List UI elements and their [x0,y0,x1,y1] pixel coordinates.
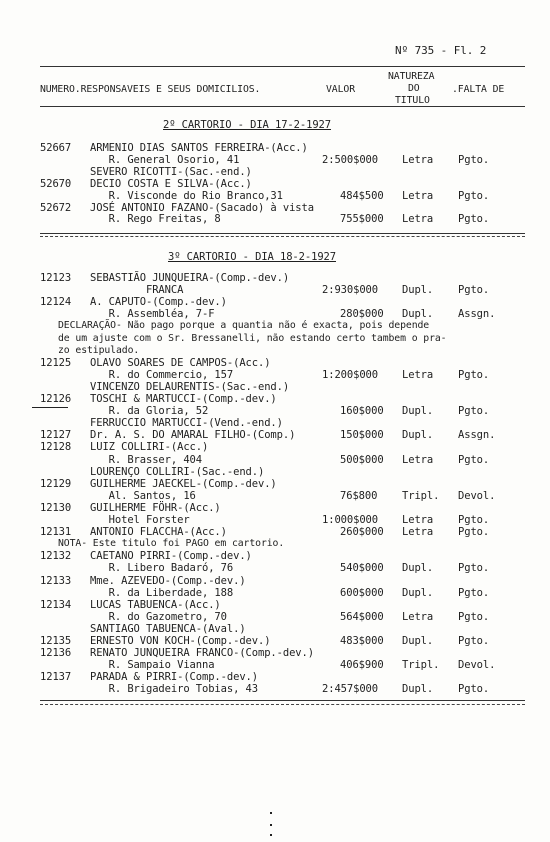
entry-natureza: Dupl. [402,405,434,417]
header-numero-responsaveis: NUMERO.RESPONSAVEIS E SEUS DOMICILIOS. [40,84,261,95]
entry-number: 12133 [40,575,72,587]
entry-text: LUIZ COLLIRI-(Acc.) [90,441,209,453]
entry-text: CAETANO PIRRI-(Comp.-dev.) [90,550,252,562]
entry-value: 280$000 [340,308,384,320]
entry-falta: Pgto. [458,635,490,647]
entry-text: R. da Gloria, 52 [90,405,209,417]
entry-value: 1:000$000 [322,514,378,526]
entry-text: JOSÉ ANTONIO FAZANO-(Sacado) à vista [90,202,314,214]
entry-text: zo estipulado. [58,345,140,356]
entry-text: R. do Commercio, 157 [90,369,234,381]
entry-text: R. do Gazometro, 70 [90,611,227,623]
top-rule [40,66,525,67]
entry-number: 12123 [40,272,72,284]
binding-hole-mark [270,812,272,814]
entry-natureza: Dupl. [402,308,434,320]
entry-value: 500$000 [340,454,384,466]
entry-number: 52672 [40,202,72,214]
entry-text: ANTONIO FLACCHA-(Acc.) [90,526,227,538]
entry-falta: Devol. [458,659,496,671]
entry-text: Dr. A. S. DO AMARAL FILHO-(Comp.) [90,429,296,441]
entry-value: 160$000 [340,405,384,417]
entry-falta: Assgn. [458,308,496,320]
section-title: 3º CARTORIO - DIA 18-2-1927 [168,251,336,263]
entry-text: OLAVO SOARES DE CAMPOS-(Acc.) [90,357,271,369]
entry-text: Al. Santos, 16 [90,490,196,502]
entry-falta: Pgto. [458,454,490,466]
entry-text: LUCAS TABUENCA-(Acc.) [90,599,221,611]
entry-value: 600$000 [340,587,384,599]
entry-text: R. Brigadeiro Tobias, 43 [90,683,258,695]
margin-mark [32,407,68,408]
entry-number: 12136 [40,647,72,659]
entry-number: 12131 [40,526,72,538]
entry-text: GUILHERME FÖHR-(Acc.) [90,502,221,514]
entry-text: de um ajuste com o Sr. Bressanelli, não estando certo tambem o pra- [58,333,447,344]
entry-text: DECLARAÇÃO- Não pago porque a quantia não é exacta, pois depende [58,320,430,331]
entry-falta: Pgto. [458,683,490,695]
entry-text: R. da Liberdade, 188 [90,587,234,599]
entry-natureza: Tripl. [402,490,440,502]
entry-falta: Pgto. [458,284,490,296]
entry-text: Mme. AZEVEDO-(Comp.-dev.) [90,575,246,587]
entry-text: ERNESTO VON KOCH-(Comp.-dev.) [90,635,271,647]
entry-natureza: Letra [402,454,434,466]
entry-text: ARMENIO DIAS SANTOS FERREIRA-(Acc.) [90,142,308,154]
entry-text: R. Visconde do Rio Branco,31 [90,190,283,202]
entry-number: 12124 [40,296,72,308]
entry-text: SEVERO RICOTTI-(Sac.-end.) [90,166,252,178]
entry-value: 406$900 [340,659,384,671]
entry-falta: Pgto. [458,587,490,599]
entry-natureza: Letra [402,190,434,202]
entry-natureza: Tripl. [402,659,440,671]
entry-falta: Pgto. [458,213,490,225]
entry-falta: Pgto. [458,562,490,574]
bottom-rule-dashed [40,704,525,705]
entry-text: Hotel Forster [90,514,190,526]
entry-natureza: Letra [402,154,434,166]
entry-value: 484$500 [340,190,384,202]
entry-natureza: Letra [402,526,434,538]
entry-falta: Pgto. [458,405,490,417]
header-valor: VALOR [326,84,355,95]
entry-number: 12135 [40,635,72,647]
entry-number: 12134 [40,599,72,611]
entry-value: 260$000 [340,526,384,538]
entry-natureza: Dupl. [402,635,434,647]
entry-text: A. CAPUTO-(Comp.-dev.) [90,296,227,308]
binding-hole-mark [270,834,272,836]
entry-value: 755$000 [340,213,384,225]
entry-falta: Devol. [458,490,496,502]
entry-text: FERRUCCIO MARTUCCI-(Vend.-end.) [90,417,283,429]
entry-text: PARADA & PIRRI-(Comp.-dev.) [90,671,258,683]
entry-value: 150$000 [340,429,384,441]
entry-text: SEBASTIÃO JUNQUEIRA-(Comp.-dev.) [90,272,290,284]
entry-number: 12130 [40,502,72,514]
entry-number: 12129 [40,478,72,490]
section-rule-dashed [40,236,525,237]
entry-falta: Assgn. [458,429,496,441]
entry-text: VINCENZO DELAURENTIS-(Sac.-end.) [90,381,290,393]
entry-number: 12126 [40,393,72,405]
header-natureza-l1: NATUREZA [388,71,435,82]
entry-text: NOTA- Este titulo foi PAGO em cartorio. [58,538,285,549]
entry-natureza: Letra [402,369,434,381]
header-falta: .FALTA DE [452,84,505,95]
entry-natureza: Dupl. [402,683,434,695]
entry-value: 540$000 [340,562,384,574]
entry-number: 12128 [40,441,72,453]
entry-value: 76$800 [340,490,378,502]
bottom-rule [40,700,525,701]
entry-value: 2:500$000 [322,154,378,166]
entry-number: 12127 [40,429,72,441]
entry-text: R. Brasser, 404 [90,454,202,466]
entry-text: RENATO JUNQUEIRA FRANCO-(Comp.-dev.) [90,647,314,659]
entry-value: 483$000 [340,635,384,647]
entry-text: DECIO COSTA E SILVA-(Acc.) [90,178,252,190]
entry-number: 12132 [40,550,72,562]
entry-falta: Pgto. [458,611,490,623]
entry-text: R. Rego Freitas, 8 [90,213,221,225]
entry-falta: Pgto. [458,190,490,202]
entry-text: FRANCA [90,284,184,296]
header-natureza-l2: DO [408,83,420,94]
entry-value: 564$000 [340,611,384,623]
binding-hole-mark [270,824,272,826]
entry-natureza: Dupl. [402,562,434,574]
entry-value: 2:457$000 [322,683,378,695]
entry-text: GUILHERME JAECKEL-(Comp.-dev.) [90,478,277,490]
entry-natureza: Dupl. [402,587,434,599]
entry-value: 2:930$000 [322,284,378,296]
entry-text: TOSCHI & MARTUCCI-(Comp.-dev.) [90,393,277,405]
entry-number: 12125 [40,357,72,369]
entry-natureza: Letra [402,611,434,623]
entry-natureza: Letra [402,213,434,225]
entry-text: R. Assembléa, 7-F [90,308,215,320]
entry-falta: Pgto. [458,514,490,526]
entry-text: SANTIAGO TABUENCA-(Aval.) [90,623,246,635]
entry-text: R. General Osorio, 41 [90,154,240,166]
section-rule [40,233,525,234]
entry-falta: Pgto. [458,154,490,166]
entry-natureza: Dupl. [402,284,434,296]
entry-falta: Pgto. [458,526,490,538]
entry-natureza: Dupl. [402,429,434,441]
header-rule [40,106,525,107]
entry-text: R. Sampaio Vianna [90,659,215,671]
entry-falta: Pgto. [458,369,490,381]
entry-text: R. Libero Badaró, 76 [90,562,234,574]
page-reference: Nº 735 - Fl. 2 [395,44,487,57]
entry-natureza: Letra [402,514,434,526]
entry-number: 12137 [40,671,72,683]
entry-number: 52667 [40,142,72,154]
entry-number: 52670 [40,178,72,190]
section-title: 2º CARTORIO - DIA 17-2-1927 [163,119,331,131]
header-natureza-l3: TITULO [395,95,430,106]
entry-text: LOURENÇO COLLIRI-(Sac.-end.) [90,466,265,478]
entry-value: 1:200$000 [322,369,378,381]
